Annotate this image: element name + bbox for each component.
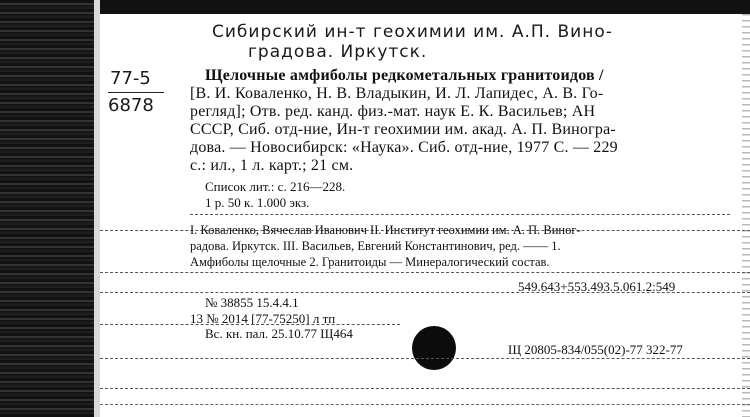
scan-right-edge: [742, 14, 750, 417]
separator-bottom: [100, 404, 750, 405]
entry-title: Щелочные амфиболы редкометальных гранитоидов /: [205, 67, 604, 84]
registration-line3: Вс. кн. пал. 25.10.77 Щ464: [205, 326, 353, 341]
entry-imprint-line: дова. — Новосибирск: «Наука». Сиб. отд-ние, 1977 С. — 229: [190, 139, 618, 156]
tracings-line1: I. Коваленко, Вячеслав Иванович II. Институт геохимии им. А. П. Виног-: [190, 223, 581, 237]
call-number-line2: 6878: [108, 95, 154, 116]
entry-authors-line: [В. И. Коваленко, Н. В. Владыкин, И. Л. Лапидес, А. В. Го-: [190, 85, 604, 102]
scan-top-band: [100, 0, 750, 14]
separator-5: [100, 324, 400, 325]
tracings-line2: радова. Иркутск. III. Васильев, Евгений Константинович, ред. —— 1.: [190, 239, 561, 253]
separator-1: [190, 214, 730, 215]
entry-institution-line: СССР, Сиб. отд-ние, Ин-т геохимии им. акад. А. П. Виногра-: [190, 121, 616, 138]
scan-left-edge: [0, 0, 94, 417]
handwritten-header-line1: Сибирский ин-т геохимии им. А.П. Вино-: [212, 22, 613, 42]
separator-4: [100, 292, 750, 293]
call-number-line1: 77-5: [110, 68, 151, 89]
handwritten-header-line2: градова. Иркутск.: [248, 42, 428, 62]
separator-6: [100, 358, 750, 359]
separator-3: [100, 272, 750, 273]
call-number-divider: [108, 92, 164, 93]
tracings-line3: Амфиболы щелочные 2. Гранитоиды — Минералогический состав.: [190, 255, 550, 269]
entry-bibliography: Список лит.: с. 216—228.: [205, 179, 346, 194]
scan-left-edge-light: [94, 0, 100, 417]
entry-collation-line: с.: ил., 1 л. карт.; 21 см.: [190, 157, 354, 174]
registration-line1: № 38855 15.4.4.1: [205, 295, 299, 310]
separator-7: [100, 388, 750, 389]
registration-line2: 13 № 2014 [77-75250] л тп: [190, 311, 336, 326]
entry-editor-line: регляд]; Отв. ред. канд. физ.-мат. наук Е. К. Васильев; АН: [190, 103, 596, 120]
bbk-code: Щ 20805-834/055(02)-77 322-77: [508, 342, 683, 357]
punch-hole: [412, 326, 456, 370]
entry-price-copies: 1 р. 50 к. 1.000 экз.: [205, 195, 310, 210]
udk-classification: 549.643+553.493.5.061.2:549: [518, 279, 676, 294]
